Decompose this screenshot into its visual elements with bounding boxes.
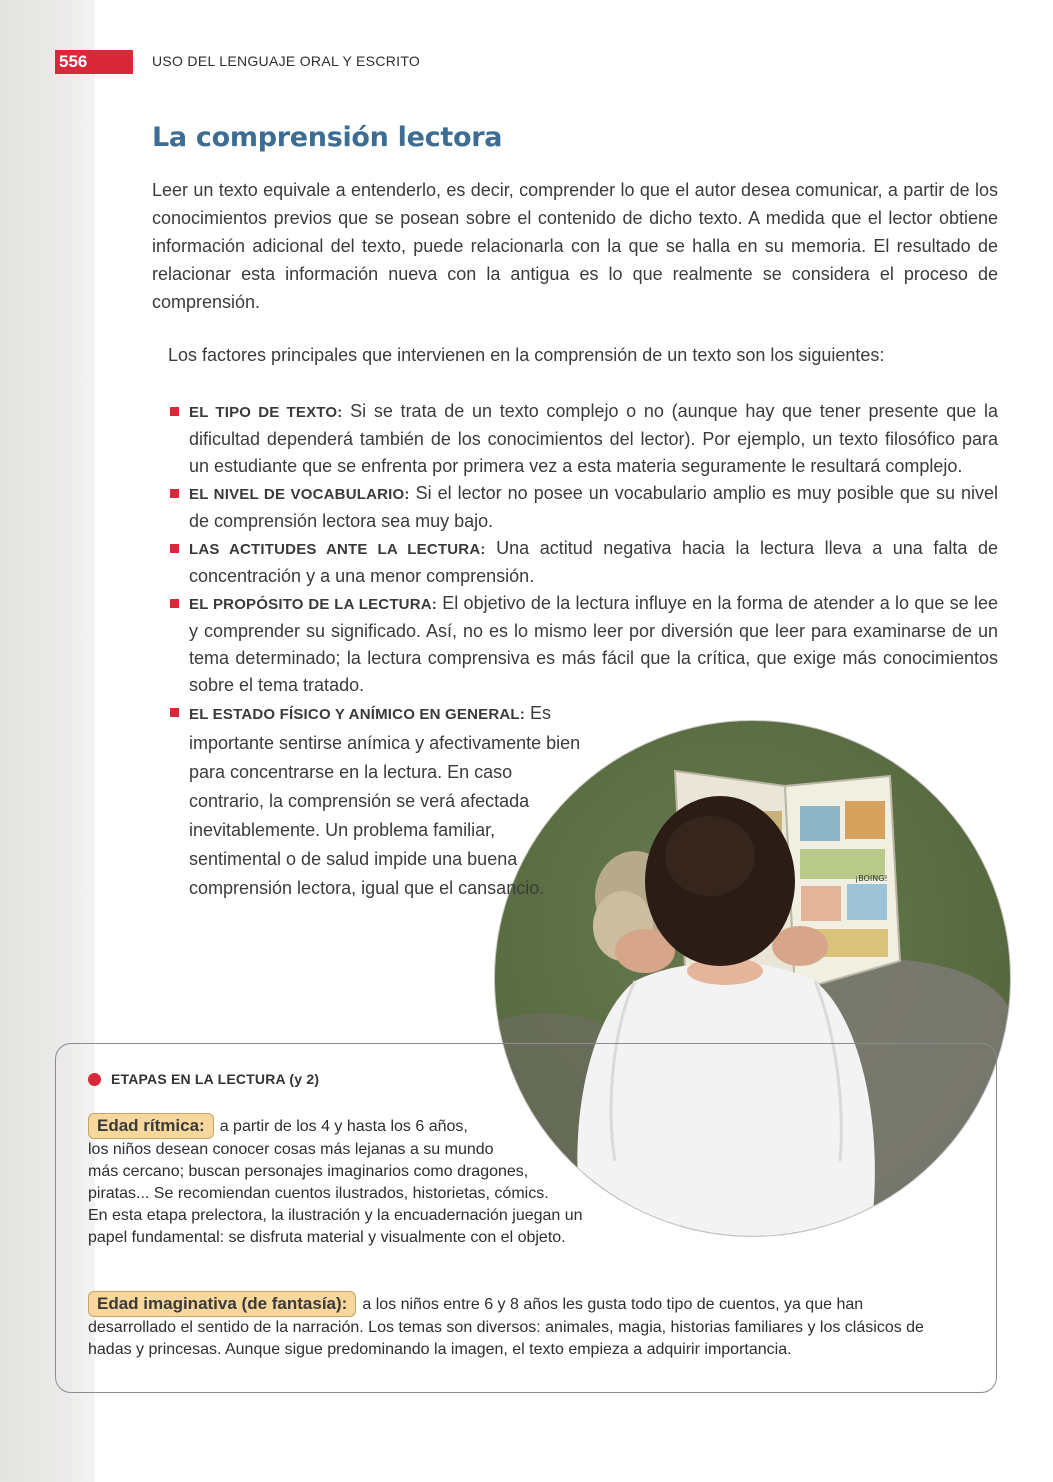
stage-tag: Edad imaginativa (de fantasía):: [88, 1291, 356, 1317]
factor-text: Una actitud negativa hacia la lectura lleva a una falta de concentración y a una menor comprensión.: [189, 538, 998, 586]
stage-text-line: a los niños entre 6 y 8 años les gusta todo tipo de cuentos, ya que han: [362, 1296, 864, 1313]
bullet-square-icon: [170, 544, 179, 553]
factor-text: El objetivo de la lectura influye en la forma de atender a lo que se lee y comprender su significado. Así, no es lo mismo leer por diversión que leer para examinarse de un tema determinado; la lectura comprensiva es más fácil que la crítica, que exige más conocimientos sobre el tema tratado.: [189, 593, 998, 695]
bullet-square-icon: [170, 489, 179, 498]
stage-text-line: piratas... Se recomiendan cuentos ilustrados, historietas, cómics.: [88, 1185, 549, 1202]
list-item: [168, 535, 998, 590]
list-item: [168, 590, 998, 699]
red-dot-icon: [88, 1073, 101, 1086]
stage-text-line: papel fundamental: se disfruta material y visualmente con el objeto.: [88, 1229, 566, 1246]
factors-list: [168, 398, 998, 903]
stage-tag: Edad rítmica:: [88, 1113, 214, 1139]
intro-paragraph: Leer un texto equivale a entenderlo, es decir, comprender lo que el autor desea comunicar, a partir de los conocimientos previos que se posean sobre el contenido de dicho texto. A medida que el lector obtiene información adicional del texto, puede relacionarla con la que se halla en su memoria. El resultado de relacionar esta información nueva con la antigua es lo que realmente se considera el proceso de comprensión.: [152, 180, 998, 312]
stage-text-line: En esta etapa prelectora, la ilustración y la encuadernación juegan un: [88, 1207, 583, 1224]
factor-keyword: EL NIVEL DE VOCABULARIO:: [189, 486, 410, 503]
box-heading-text: ETAPAS EN LA LECTURA (y 2): [111, 1071, 320, 1087]
factor-text: Si se trata de un texto complejo o no (aunque hay que tener presente que la dificultad dependerá también de los conocimientos del lector). Por ejemplo, un texto filosófico para un estudiante que se enfrenta por primera vez a esta materia seguramente le resultará complejo.: [189, 401, 998, 476]
factor-keyword: EL TIPO DE TEXTO:: [189, 404, 343, 421]
comic-caption: ¡BOING!: [855, 874, 888, 883]
bullet-square-icon: [170, 407, 179, 416]
factors-lead: Los factores principales que intervienen en la comprensión de un texto son los siguientes:: [168, 345, 885, 365]
list-item: [168, 480, 998, 535]
section-title: La comprensión lectora: [152, 122, 503, 153]
bullet-square-icon: [170, 708, 179, 717]
bullet-square-icon: [170, 599, 179, 608]
factor-text: Es importante sentirse anímica y afectivamente bien para concentrarse en la lectura. En caso contrario, la comprensión se verá afectada inevitablemente. Un problema familiar, sentimental o de salud impide una buena comprensión lectora, igual que el cansancio.: [189, 703, 581, 898]
factor-keyword: EL ESTADO FÍSICO Y ANÍMICO EN GENERAL:: [189, 706, 525, 723]
page-number: 556: [55, 50, 133, 74]
stage-text-line: hadas y princesas. Aunque sigue predominando la imagen, el texto empieza a adquirir importancia.: [88, 1341, 792, 1358]
box-heading: [88, 1071, 319, 1087]
stage-text-line: más cercano; buscan personajes imaginarios como dragones,: [88, 1163, 529, 1180]
list-item: [168, 699, 584, 903]
stage-imaginativa: [88, 1291, 988, 1361]
running-header: USO DEL LENGUAJE ORAL Y ESCRITO: [152, 53, 421, 69]
stage-text-line: desarrollado el sentido de la narración. Los temas son diversos: animales, magia, historias familiares y los clásicos de: [88, 1319, 924, 1336]
list-item: [168, 398, 998, 480]
stage-ritmica: [88, 1113, 648, 1249]
stage-line: [88, 1113, 648, 1139]
stage-text-line: los niños desean conocer cosas más lejanas a su mundo: [88, 1141, 494, 1158]
factor-keyword: LAS ACTITUDES ANTE LA LECTURA:: [189, 541, 486, 558]
stage-text-line: a partir de los 4 y hasta los 6 años,: [219, 1118, 468, 1135]
factor-text: Si el lector no posee un vocabulario amplio es muy posible que su nivel de comprensión lectora sea muy bajo.: [189, 483, 998, 531]
stage-line: [88, 1291, 988, 1317]
factor-keyword: EL PROPÓSITO DE LA LECTURA:: [189, 596, 437, 613]
